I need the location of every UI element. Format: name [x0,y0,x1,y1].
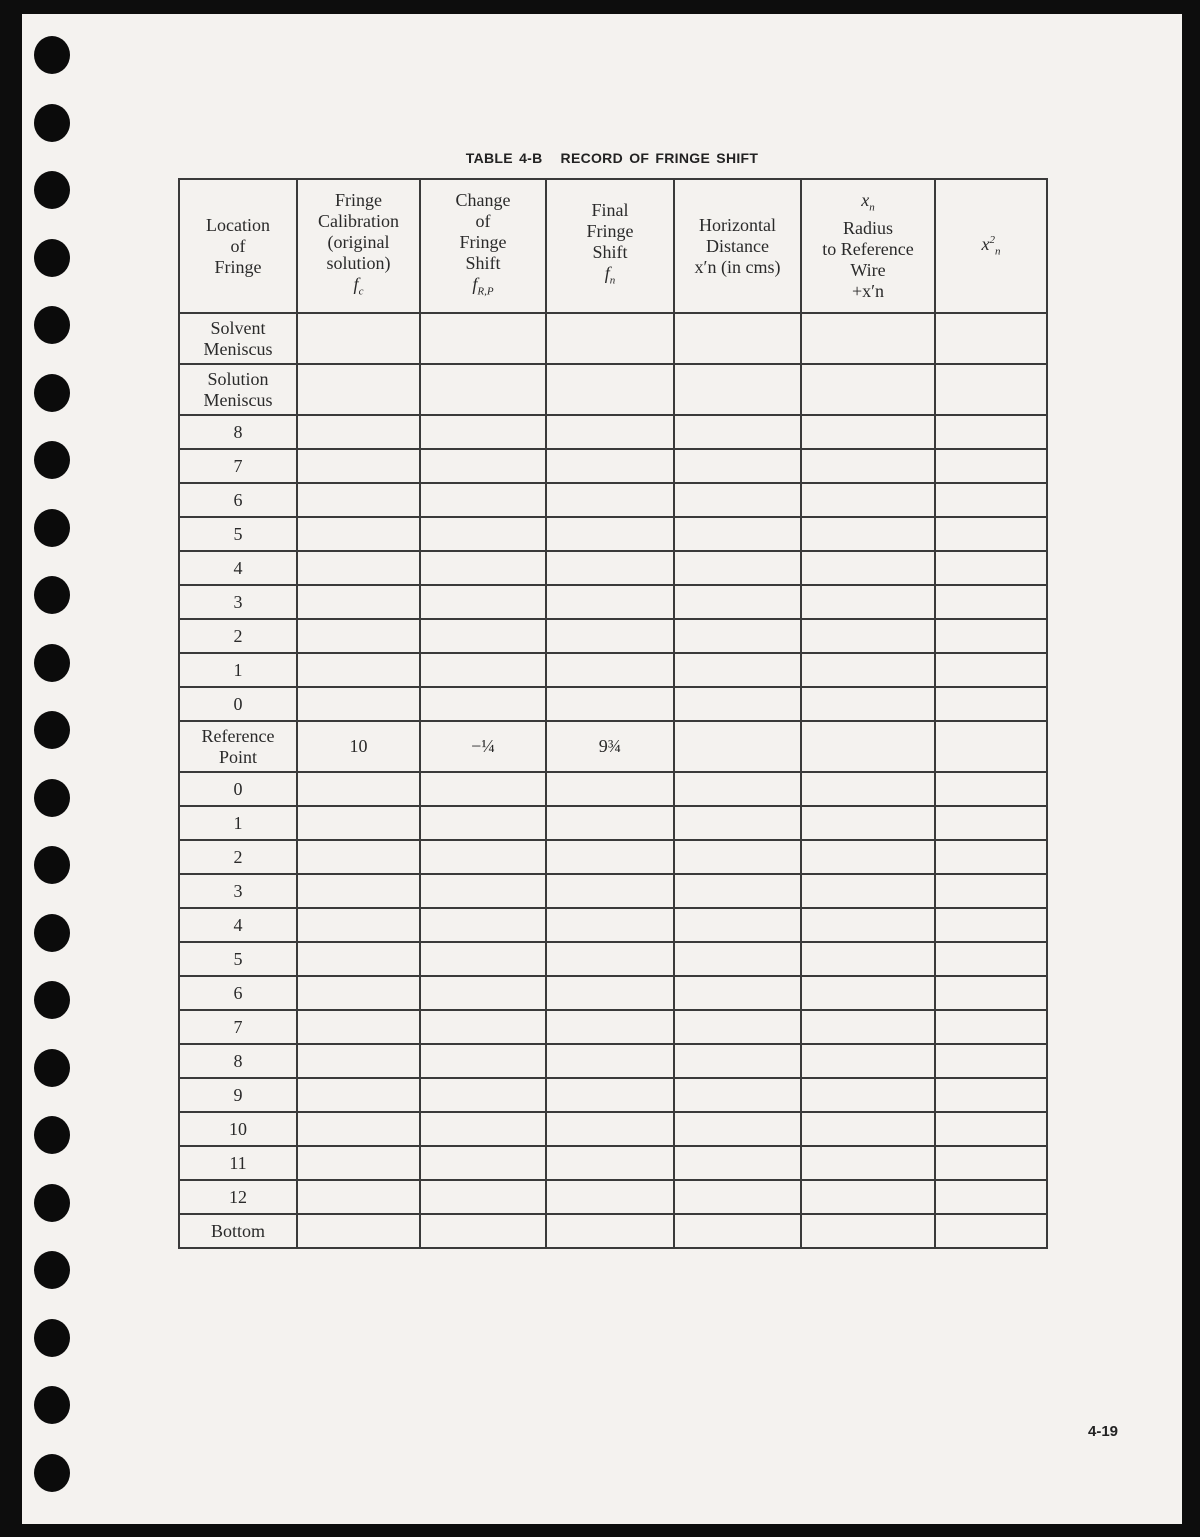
table-cell[interactable] [674,449,801,483]
table-cell[interactable] [420,772,546,806]
table-cell[interactable] [420,687,546,721]
table-cell[interactable] [546,517,674,551]
row-label: 0 [179,772,297,806]
table-cell[interactable] [674,551,801,585]
table-row [179,415,1047,449]
table-cell[interactable] [297,313,420,364]
table-row [179,653,1047,687]
table-cell[interactable] [674,415,801,449]
table-cell[interactable] [674,653,801,687]
table-cell[interactable] [420,585,546,619]
table-cell[interactable] [935,874,1047,908]
table-cell[interactable] [297,806,420,840]
table-cell[interactable] [801,551,935,585]
table-cell[interactable] [297,874,420,908]
symbol-x-squared: $x^2_n$ [981,233,1001,258]
table-row [179,687,1047,721]
table-cell[interactable] [297,1214,420,1248]
table-cell[interactable] [297,1010,420,1044]
table-cell[interactable] [297,976,420,1010]
table-row [179,942,1047,976]
table-cell[interactable] [546,687,674,721]
table-cell[interactable] [935,619,1047,653]
table-cell[interactable] [297,1078,420,1112]
table-row [179,1044,1047,1078]
table-cell[interactable] [935,1146,1047,1180]
table-cell[interactable] [801,1214,935,1248]
row-label: 8 [179,1044,297,1078]
table-cell[interactable] [935,653,1047,687]
binder-hole [34,374,70,412]
table-cell[interactable] [297,908,420,942]
table-cell[interactable] [297,415,420,449]
table-cell[interactable] [420,313,546,364]
table-row [179,551,1047,585]
table-cell[interactable] [935,942,1047,976]
binder-hole [34,509,70,547]
table-header-row [179,179,1047,313]
table-cell[interactable] [546,908,674,942]
table-cell[interactable] [546,1214,674,1248]
table-cell[interactable] [674,313,801,364]
symbol-frp: $f_{R,P}$ [472,273,494,298]
table-cell[interactable] [546,806,674,840]
table-cell[interactable] [297,619,420,653]
table-cell[interactable] [546,942,674,976]
table-cell[interactable] [546,483,674,517]
table-cell[interactable] [801,449,935,483]
table-cell[interactable] [297,483,420,517]
table-cell[interactable] [297,551,420,585]
table-cell[interactable] [546,653,674,687]
table-cell[interactable] [546,313,674,364]
symbol-fn: $f_n$ [604,263,616,287]
table-cell[interactable] [546,1180,674,1214]
binder-hole [34,239,70,277]
table-cell[interactable] [297,1044,420,1078]
fringe-shift-table [178,178,1048,1249]
table-cell[interactable] [420,1010,546,1044]
table-cell[interactable] [674,1078,801,1112]
binder-hole [34,1319,70,1357]
table-cell[interactable] [935,1214,1047,1248]
binder-hole [34,441,70,479]
table-row [179,483,1047,517]
table-cell[interactable] [801,976,935,1010]
table-cell[interactable] [674,1044,801,1078]
row-label: 2 [179,619,297,653]
table-row [179,313,1047,364]
table-cell[interactable] [801,772,935,806]
table-cell[interactable] [420,449,546,483]
table-cell[interactable] [801,721,935,772]
table-cell[interactable] [801,874,935,908]
table-row [179,1214,1047,1248]
table-cell[interactable] [674,942,801,976]
table-cell[interactable] [674,585,801,619]
binder-hole [34,1251,70,1289]
table-cell[interactable] [674,687,801,721]
table-cell[interactable] [801,653,935,687]
page-number: 4-19 [1088,1423,1119,1440]
binder-hole [34,171,70,209]
table-cell[interactable] [420,840,546,874]
table-number: TABLE 4-B [465,150,543,166]
table-cell[interactable] [935,483,1047,517]
table-cell[interactable] [801,1180,935,1214]
row-label: Reference Point [179,721,297,772]
table-cell[interactable] [674,1180,801,1214]
col-change-of-fringe-shift: Change of Fringe Shift $f_{R,P}$ [420,179,546,313]
col-radius-to-reference-wire: $x_n$ Radius to Reference Wire +x′n [801,179,935,313]
table-cell[interactable] [674,1214,801,1248]
table-cell[interactable] [801,313,935,364]
table-cell[interactable] [801,840,935,874]
binder-hole [34,576,70,614]
row-label: 6 [179,483,297,517]
table-cell[interactable] [420,976,546,1010]
row-label: Solution Meniscus [179,364,297,415]
table-cell[interactable] [420,1078,546,1112]
table-cell[interactable] [546,551,674,585]
table-cell[interactable]: 10 [297,721,420,772]
row-label: 7 [179,1010,297,1044]
row-label: 9 [179,1078,297,1112]
table-cell[interactable] [297,1112,420,1146]
table-cell[interactable]: 9¾ [546,721,674,772]
table-cell[interactable] [420,1044,546,1078]
table-row [179,1180,1047,1214]
row-label: 4 [179,908,297,942]
row-label: 7 [179,449,297,483]
table-cell[interactable] [801,585,935,619]
table-row [179,908,1047,942]
table-cell[interactable] [801,517,935,551]
row-label: Solvent Meniscus [179,313,297,364]
table-cell[interactable] [297,687,420,721]
row-label: 10 [179,1112,297,1146]
table-cell[interactable] [297,1146,420,1180]
table-row [179,840,1047,874]
table-cell[interactable] [546,874,674,908]
table-cell[interactable] [546,585,674,619]
table-cell[interactable] [674,1010,801,1044]
table-cell[interactable] [801,364,935,415]
table-row [179,772,1047,806]
row-label: 5 [179,517,297,551]
table-cell[interactable] [297,364,420,415]
table-row [179,1146,1047,1180]
table-cell[interactable] [420,415,546,449]
table-cell[interactable] [935,806,1047,840]
table-cell[interactable] [420,483,546,517]
table-cell[interactable] [801,1146,935,1180]
binder-hole [34,779,70,817]
col-location: Location of Fringe [179,179,297,313]
table-cell[interactable] [935,687,1047,721]
table-cell[interactable] [801,415,935,449]
table-cell[interactable] [674,772,801,806]
table-row [179,364,1047,415]
table-cell[interactable] [674,1146,801,1180]
table-cell[interactable] [420,1112,546,1146]
row-label: 6 [179,976,297,1010]
table-cell[interactable] [674,517,801,551]
table-cell[interactable] [420,1180,546,1214]
col-x-squared [935,179,1047,313]
table-row [179,449,1047,483]
table-cell[interactable] [674,874,801,908]
table-row [179,1078,1047,1112]
table-row [179,806,1047,840]
row-label: 12 [179,1180,297,1214]
table-cell[interactable] [935,313,1047,364]
table-cell[interactable] [546,364,674,415]
table-cell[interactable] [935,1180,1047,1214]
table-cell[interactable] [935,415,1047,449]
binder-hole [34,1116,70,1154]
table-cell[interactable] [420,653,546,687]
table-cell[interactable] [297,585,420,619]
table-cell[interactable] [420,619,546,653]
row-label: 2 [179,840,297,874]
binder-hole [34,846,70,884]
table-cell[interactable] [674,840,801,874]
table-cell[interactable] [546,1044,674,1078]
table-cell[interactable] [420,364,546,415]
binder-hole [34,644,70,682]
table-cell[interactable] [420,1214,546,1248]
table-cell[interactable] [801,806,935,840]
table-row [179,585,1047,619]
table-cell[interactable] [801,1112,935,1146]
table-cell[interactable] [546,619,674,653]
table-cell[interactable] [546,1010,674,1044]
table-cell[interactable] [935,1010,1047,1044]
table-row [179,619,1047,653]
binder-hole [34,1454,70,1492]
row-label: 11 [179,1146,297,1180]
row-label: 1 [179,806,297,840]
binder-hole [34,306,70,344]
table-cell[interactable] [420,517,546,551]
table-cell[interactable] [801,483,935,517]
table-cell[interactable] [935,908,1047,942]
binder-hole [34,1049,70,1087]
table-cell[interactable] [546,1112,674,1146]
binder-hole [34,104,70,142]
col-fringe-calibration: Fringe Calibration (original solution) $f_c$ [297,179,420,313]
table-cell[interactable] [674,1112,801,1146]
table-cell[interactable] [297,449,420,483]
table-cell[interactable] [546,976,674,1010]
binder-hole [34,981,70,1019]
row-label: Bottom [179,1214,297,1248]
row-label: 0 [179,687,297,721]
table-cell[interactable] [801,1010,935,1044]
table-cell[interactable] [297,1180,420,1214]
table-cell[interactable] [935,1078,1047,1112]
binder-hole [34,36,70,74]
table-cell[interactable] [420,942,546,976]
symbol-xn: $x_n$ [861,189,875,214]
table-cell[interactable] [935,976,1047,1010]
table-cell[interactable] [801,1044,935,1078]
table-cell[interactable] [546,772,674,806]
table-cell[interactable]: −¼ [420,721,546,772]
table-cell[interactable] [935,517,1047,551]
table-row [179,1010,1047,1044]
row-label: 8 [179,415,297,449]
binder-hole [34,914,70,952]
table-cell[interactable] [935,364,1047,415]
binder-hole [34,1386,70,1424]
col-final-fringe-shift: Final Fringe Shift $f_n$ [546,179,674,313]
table-cell[interactable] [297,653,420,687]
table-row [179,976,1047,1010]
table-cell[interactable] [297,517,420,551]
table-cell[interactable] [546,1078,674,1112]
table-cell[interactable] [420,1146,546,1180]
table-cell[interactable] [674,364,801,415]
table-cell[interactable] [674,806,801,840]
table-cell[interactable] [801,942,935,976]
table-cell[interactable] [297,840,420,874]
table-cell[interactable] [546,1146,674,1180]
table-cell[interactable] [420,551,546,585]
row-label: 3 [179,585,297,619]
table-row [179,874,1047,908]
table-cell[interactable] [935,1112,1047,1146]
table-cell[interactable] [546,415,674,449]
table-cell[interactable] [935,840,1047,874]
table-row [179,721,1047,772]
table-cell[interactable] [674,483,801,517]
table-cell[interactable] [420,874,546,908]
table-cell[interactable] [674,908,801,942]
table-row [179,517,1047,551]
row-label: 4 [179,551,297,585]
table-cell[interactable] [935,585,1047,619]
table-cell[interactable] [297,942,420,976]
table-cell[interactable] [674,721,801,772]
table-cell[interactable] [935,772,1047,806]
row-label: 5 [179,942,297,976]
table-cell[interactable] [935,1044,1047,1078]
binder-hole [34,1184,70,1222]
table-cell[interactable] [801,908,935,942]
table-cell[interactable] [674,976,801,1010]
table-cell[interactable] [801,687,935,721]
symbol-fc: $f_c$ [353,273,364,298]
binder-hole [34,711,70,749]
row-label: 3 [179,874,297,908]
table-cell[interactable] [935,551,1047,585]
table-cell[interactable] [801,619,935,653]
table-caption: RECORD OF FRINGE SHIFT [560,150,759,166]
table-title [178,150,1046,166]
table-cell[interactable] [935,449,1047,483]
table-cell[interactable] [420,806,546,840]
table-cell[interactable] [420,908,546,942]
col-horizontal-distance: Horizontal Distance x′n (in cms) [674,179,801,313]
table-cell[interactable] [546,449,674,483]
row-label: 1 [179,653,297,687]
table-cell[interactable] [801,1078,935,1112]
table-cell[interactable] [935,721,1047,772]
table-row [179,1112,1047,1146]
table-cell[interactable] [674,619,801,653]
table-cell[interactable] [546,840,674,874]
table-cell[interactable] [297,772,420,806]
